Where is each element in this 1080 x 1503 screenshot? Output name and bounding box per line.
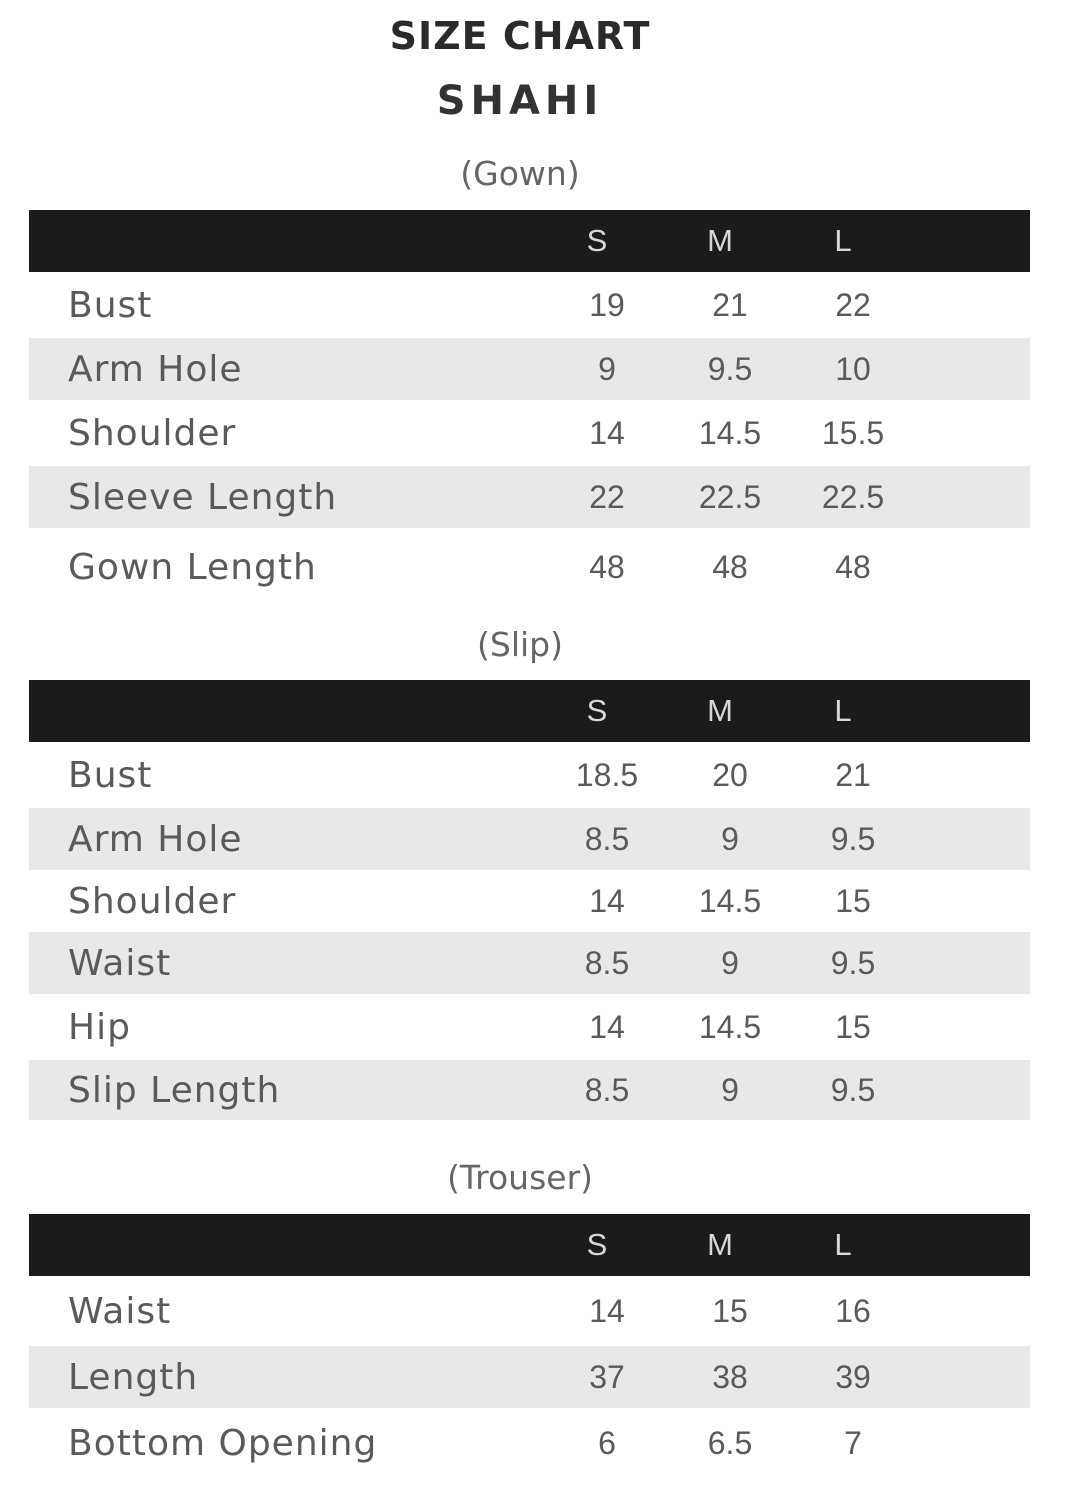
cell-value: 14.5 (698, 414, 762, 451)
cell-value: 14.5 (698, 882, 762, 919)
table-row (29, 994, 1030, 1060)
cell-value: 14.5 (698, 1008, 762, 1045)
cell-value: 21 (712, 286, 748, 323)
trouser-size-table (29, 1214, 1030, 1478)
cell-value: 15 (835, 882, 871, 919)
table-row (29, 1060, 1030, 1120)
table-row (29, 1408, 1030, 1478)
cell-value: 18.5 (575, 756, 639, 793)
column-header-l: L (834, 693, 852, 728)
section-title-slip: (Slip) (477, 625, 563, 664)
column-header-l: L (834, 1227, 852, 1262)
row-label: Waist (68, 942, 172, 984)
cell-value: 8.5 (584, 944, 630, 981)
column-header-m: M (707, 693, 733, 728)
cell-value: 37 (589, 1358, 625, 1395)
row-label: Waist (68, 1290, 172, 1332)
column-header-m: M (707, 1227, 733, 1262)
cell-value: 15 (835, 1008, 871, 1045)
row-label: Bottom Opening (68, 1422, 378, 1464)
column-header-s: S (586, 1227, 608, 1262)
brand-name: SHAHI (436, 78, 604, 124)
table-row (29, 870, 1030, 932)
cell-value: 48 (835, 548, 871, 585)
table-row (29, 400, 1030, 466)
cell-value: 16 (835, 1292, 871, 1329)
table-header (29, 1214, 1030, 1276)
cell-value: 9.5 (707, 350, 753, 387)
cell-value: 22 (835, 286, 871, 323)
column-header-s: S (586, 223, 608, 258)
table-row (29, 528, 1030, 606)
cell-value: 39 (835, 1358, 871, 1395)
row-label: Shoulder (68, 412, 237, 454)
cell-value: 14 (589, 882, 625, 919)
table-row (29, 338, 1030, 400)
row-label: Bust (68, 754, 153, 796)
cell-value: 9 (721, 820, 739, 857)
cell-value: 20 (712, 756, 748, 793)
cell-value: 19 (589, 286, 625, 323)
cell-value: 38 (712, 1358, 748, 1395)
cell-value: 48 (589, 548, 625, 585)
cell-value: 8.5 (584, 1071, 630, 1108)
cell-value: 14 (589, 414, 625, 451)
table-row (29, 272, 1030, 338)
table-row (29, 466, 1030, 528)
row-label: Length (68, 1356, 199, 1398)
cell-value: 14 (589, 1008, 625, 1045)
table-header (29, 210, 1030, 272)
cell-value: 6 (598, 1424, 616, 1461)
cell-value: 9.5 (830, 1071, 876, 1108)
cell-value: 9 (721, 944, 739, 981)
cell-value: 15 (712, 1292, 748, 1329)
gown-size-table (29, 210, 1030, 606)
column-header-l: L (834, 223, 852, 258)
cell-value: 6.5 (707, 1424, 753, 1461)
cell-value: 22.5 (821, 478, 885, 515)
table-row (29, 1276, 1030, 1346)
row-label: Sleeve Length (68, 476, 338, 518)
page-title: SIZE CHART (389, 14, 651, 58)
row-label: Slip Length (68, 1069, 281, 1111)
table-row (29, 742, 1030, 808)
row-label: Gown Length (68, 546, 317, 588)
row-label: Arm Hole (68, 818, 243, 860)
table-row (29, 808, 1030, 870)
cell-value: 22 (589, 478, 625, 515)
section-title-gown: (Gown) (460, 154, 580, 193)
table-header (29, 680, 1030, 742)
cell-value: 7 (844, 1424, 862, 1461)
cell-value: 21 (835, 756, 871, 793)
cell-value: 15.5 (821, 414, 885, 451)
cell-value: 9.5 (830, 820, 876, 857)
row-label: Arm Hole (68, 348, 243, 390)
cell-value: 48 (712, 548, 748, 585)
cell-value: 10 (835, 350, 871, 387)
cell-value: 22.5 (698, 478, 762, 515)
cell-value: 9 (721, 1071, 739, 1108)
cell-value: 14 (589, 1292, 625, 1329)
table-row (29, 932, 1030, 994)
slip-size-table (29, 680, 1030, 1120)
row-label: Hip (68, 1006, 131, 1048)
column-header-m: M (707, 223, 733, 258)
cell-value: 8.5 (584, 820, 630, 857)
section-title-trouser: (Trouser) (446, 1158, 594, 1197)
row-label: Bust (68, 284, 153, 326)
row-label: Shoulder (68, 880, 237, 922)
table-row (29, 1346, 1030, 1408)
cell-value: 9 (598, 350, 616, 387)
column-header-s: S (586, 693, 608, 728)
cell-value: 9.5 (830, 944, 876, 981)
